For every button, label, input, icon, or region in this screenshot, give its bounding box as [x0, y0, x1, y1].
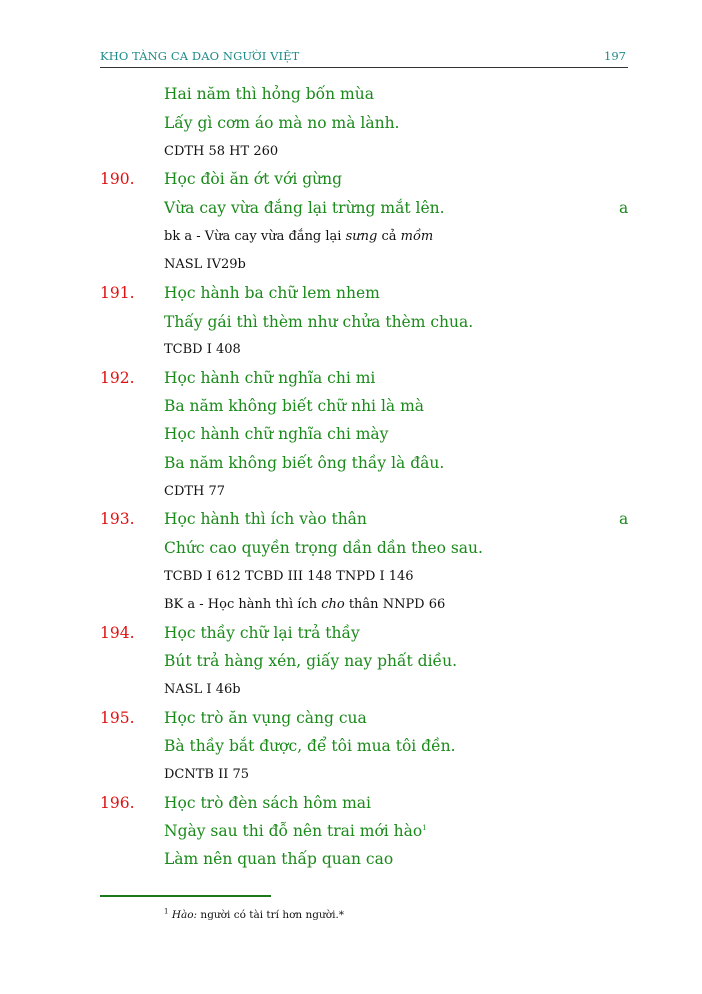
verse-line: Học hành chữ nghĩa chi mi — [164, 369, 376, 387]
book-title: KHO TÀNG CA DAO NGƯỜI VIỆT — [100, 49, 300, 63]
verse-line — [164, 822, 427, 840]
variant-text: thân NNPD 66 — [344, 597, 446, 612]
entry-number: 194. — [100, 624, 135, 642]
entry-number: 191. — [100, 284, 135, 302]
footnote-text: người có tài trí hơn người.* — [197, 909, 345, 921]
entry-number: 192. — [100, 369, 135, 387]
verse-line: Bút trả hàng xén, giấy nay phất diều. — [164, 652, 457, 670]
verse-text: Ngày sau thi đỗ nên trai mới hào — [164, 822, 423, 840]
variant-italic: cho — [321, 597, 345, 612]
source-reference: NASL I 46b — [164, 682, 241, 697]
variant-note — [164, 229, 433, 244]
verse-line: Vừa cay vừa đắng lại trừng mắt lên. — [164, 199, 445, 217]
variant-marker: a — [619, 510, 629, 528]
verse-line: Ba năm không biết chữ nhi là mà — [164, 397, 425, 415]
footnote — [164, 909, 344, 921]
variant-italic: mồm — [400, 229, 434, 244]
footnote-marker: 1 — [164, 907, 169, 916]
verse-line: Học đòi ăn ớt với gừng — [164, 170, 343, 188]
source-reference: CDTH 58 HT 260 — [164, 144, 279, 159]
variant-marker: a — [619, 199, 629, 217]
entry-number: 195. — [100, 709, 135, 727]
source-reference: TCBD I 612 TCBD III 148 TNPD I 146 — [164, 569, 414, 584]
verse-line: Học hành chữ nghĩa chi mày — [164, 425, 389, 443]
footnote-reference[interactable]: 1 — [422, 823, 427, 832]
verse-line: Học hành ba chữ lem nhem — [164, 284, 380, 302]
variant-text: bk a - Vừa cay vừa đắng lại — [164, 229, 346, 244]
footnote-term: Hào: — [171, 909, 198, 921]
variant-text: cả — [377, 229, 401, 244]
source-reference: CDTH 77 — [164, 484, 226, 499]
running-header — [100, 48, 628, 68]
verse-line: Thấy gái thì thèm như chửa thèm chua. — [164, 313, 474, 331]
entry-number: 193. — [100, 510, 135, 528]
verse-line: Ba năm không biết ông thầy là đâu. — [164, 454, 445, 472]
verse-line: Học hành thì ích vào thân — [164, 510, 367, 528]
source-reference: TCBD I 408 — [164, 342, 241, 357]
verse-line: Học trò ăn vụng càng cua — [164, 709, 367, 727]
source-reference: DCNTB II 75 — [164, 767, 250, 782]
verse-line: Lấy gì cơm áo mà no mà lành. — [164, 114, 400, 132]
variant-note — [164, 597, 445, 612]
verse-line: Học thầy chữ lại trả thầy — [164, 624, 360, 642]
variant-text: BK a - Học hành thì ích — [164, 597, 322, 612]
verse-line: Học trò đèn sách hôm mai — [164, 794, 371, 812]
verse-line: Hai năm thì hỏng bốn mùa — [164, 85, 374, 103]
verse-line: Làm nên quan thấp quan cao — [164, 850, 394, 868]
verse-line: Chức cao quyền trọng dần dần theo sau. — [164, 539, 483, 557]
source-reference: NASL IV29b — [164, 257, 246, 272]
entry-number: 196. — [100, 794, 135, 812]
entry-number: 190. — [100, 170, 135, 188]
footnote-divider — [100, 895, 271, 897]
verse-line: Bà thầy bắt được, để tôi mua tôi đền. — [164, 737, 456, 755]
variant-italic: sưng — [345, 229, 378, 244]
page-number: 197 — [604, 49, 626, 63]
